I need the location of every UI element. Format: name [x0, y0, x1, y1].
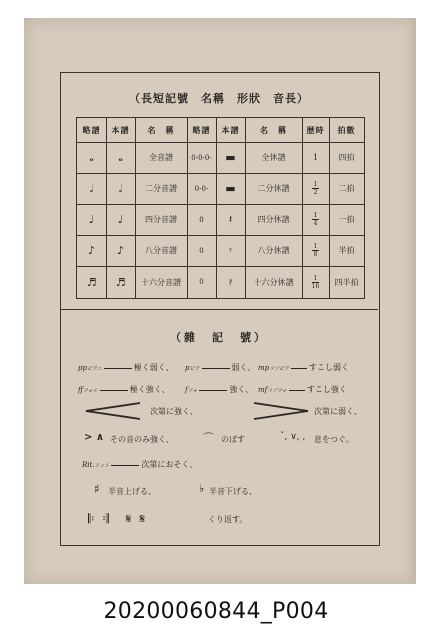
dynamic-reading: メゾピア [269, 366, 289, 372]
note-name-cell: 十六分音譜 [141, 277, 181, 287]
dynamic-meaning: すこし弱く [308, 363, 349, 372]
rest-glyph-cell: ▬ [225, 151, 236, 164]
rest-abbr-cell: 0 [199, 278, 204, 286]
note-glyph-cell: ♪ [116, 244, 125, 257]
repeat-text: くり返す。 [208, 515, 248, 524]
fraction-numerator: 1 [313, 243, 318, 250]
duration-cell [302, 173, 329, 204]
rest-name-cell: 八分休譜 [257, 246, 290, 255]
rest-name-cell: 二分休譜 [257, 184, 290, 193]
leader-line [100, 390, 128, 391]
table1-title: （長短記號 名稱 形狀 音長） [129, 92, 309, 105]
decrescendo-hairpin-icon [252, 400, 310, 422]
crescendo-hairpin-icon [84, 400, 144, 422]
dynamic-mark: f [185, 386, 188, 394]
dynamics-item [78, 384, 170, 395]
sharp-text: 半音上げる、 [108, 487, 156, 496]
fraction-numerator: 1 [313, 181, 318, 188]
note-glyph-cell: ♩ [117, 213, 124, 226]
dynamic-meaning: すこし強く [306, 385, 347, 394]
header-cell: 名 稱 [260, 124, 287, 135]
duration-fraction [312, 275, 320, 290]
accent-text: その音のみ強く、 [110, 435, 174, 444]
dynamics-item [185, 384, 253, 395]
header-cell: 本譜 [221, 124, 240, 135]
crescendo-text: 次第に強く、 [150, 407, 198, 416]
notation-table [76, 117, 365, 299]
header-cell: 略譜 [192, 124, 211, 135]
dynamic-meaning: 強く、 [229, 385, 254, 394]
table2-title: （雜 記 號） [170, 331, 268, 344]
fraction-denominator: 16 [311, 282, 320, 290]
sharp-icon: ♯ [94, 482, 100, 496]
rest-abbr-cell: 0-0- [194, 184, 209, 193]
note-glyph-cell: ♬ [115, 275, 126, 289]
dynamics-item [258, 384, 347, 395]
rest-name-cell: 十六分休譜 [253, 277, 294, 287]
dynamic-mark: mf [258, 386, 268, 394]
rit-mark: Rit. [82, 461, 95, 469]
rest-name-cell: 全休譜 [261, 153, 286, 162]
dynamics-item [185, 362, 255, 373]
leader-line [289, 390, 305, 391]
beats-cell: 一拍 [338, 215, 355, 224]
rit-reading: リット [94, 463, 110, 469]
duration-fraction [312, 181, 319, 196]
dynamic-mark: mp [258, 364, 270, 372]
dynamic-mark: pp [78, 364, 87, 372]
section-divider [60, 309, 378, 310]
dynamics-item [78, 362, 174, 373]
fraction-numerator: 1 [313, 274, 318, 282]
rest-glyph-cell: 𝄽 [228, 212, 233, 226]
duration-cell [302, 266, 329, 298]
leader-line [199, 390, 227, 391]
leader-line [291, 368, 307, 369]
leader-line [104, 368, 132, 369]
note-name-cell: 八分音譜 [145, 246, 177, 255]
duration-fraction [312, 243, 319, 258]
dynamic-reading: フォ [187, 388, 198, 394]
dynamic-reading: メゾフォ [267, 388, 287, 394]
note-glyph-cell: 𝅝 [118, 150, 123, 164]
paper-edge [412, 18, 416, 584]
dynamic-reading: ピア [189, 366, 200, 372]
note-name-cell: 四分音譜 [145, 215, 177, 224]
rest-abbr-cell: 0 [199, 215, 204, 224]
beats-cell: 四拍 [338, 153, 355, 162]
note-abbr-cell: 𝅝 [89, 150, 94, 164]
fraction-denominator: 2 [313, 189, 318, 196]
note-abbr-cell: ♩ [88, 213, 95, 226]
header-cell: 略譜 [82, 124, 101, 135]
rest-abbr-cell: 0-0-0- [191, 153, 212, 162]
duration-cell: 1 [312, 153, 319, 162]
accent-marks: > ∧ [84, 432, 104, 443]
note-abbr-cell: ♪ [87, 244, 96, 257]
ritardando-item [82, 459, 197, 470]
dynamic-meaning: 極く強く、 [129, 385, 170, 394]
header-cell: 拍數 [337, 124, 356, 135]
rest-glyph-cell: 𝄾 [229, 243, 232, 257]
rit-text: 次第におそく、 [141, 460, 198, 469]
decrescendo-text: 次第に弱く、 [314, 407, 362, 416]
fraction-denominator: 4 [313, 220, 318, 227]
dynamic-meaning: 弱く、 [231, 363, 256, 372]
rest-abbr-cell: 0 [199, 246, 204, 255]
note-name-cell: 二分音譜 [145, 184, 177, 193]
duration-cell [302, 235, 329, 266]
fraction-denominator: 8 [313, 251, 318, 258]
breath-text: 息をつぐ。 [314, 435, 354, 444]
beats-cell: 二拍 [338, 184, 355, 193]
header-cell: 歴時 [306, 124, 325, 135]
image-id-caption: 20200060844_P004 [103, 599, 329, 624]
rest-glyph-cell: 𝄿 [228, 275, 233, 288]
dynamics-item [258, 362, 349, 373]
duration-cell [302, 204, 329, 235]
note-name-cell: 全音譜 [149, 153, 173, 162]
rest-name-cell: 四分休譜 [257, 215, 290, 224]
beats-cell: 四半拍 [334, 277, 359, 287]
fraction-numerator: 1 [313, 212, 318, 219]
dynamic-meaning: 極く弱く、 [133, 363, 174, 372]
fermata-icon: ⌒ [203, 432, 214, 445]
note-abbr-cell: ♬ [86, 275, 97, 289]
dynamic-mark: ff [78, 386, 83, 394]
leader-line [111, 465, 139, 466]
duration-fraction [312, 212, 319, 227]
flat-text: 半音下げる、 [209, 487, 257, 496]
dynamic-mark: p [185, 364, 190, 372]
rest-glyph-cell: ▬ [225, 182, 236, 195]
flat-icon: ♭ [199, 482, 205, 495]
dynamic-reading: ピアニ [86, 366, 102, 372]
leader-line [202, 368, 230, 369]
fermata-text: のばす [221, 435, 245, 444]
note-abbr-cell: 𝅗𝅥 [89, 181, 94, 195]
note-glyph-cell: 𝅗𝅥 [118, 181, 123, 195]
beats-cell: 半拍 [338, 246, 355, 255]
repeat-marks: 𝄆 𝄇 𝄋 𝄋 [88, 512, 148, 527]
header-cell: 本譜 [111, 124, 130, 135]
breath-marks: ˇ, ∨, , [280, 432, 306, 442]
header-cell: 名 稱 [147, 124, 175, 135]
dynamic-reading: フォル [82, 388, 98, 394]
